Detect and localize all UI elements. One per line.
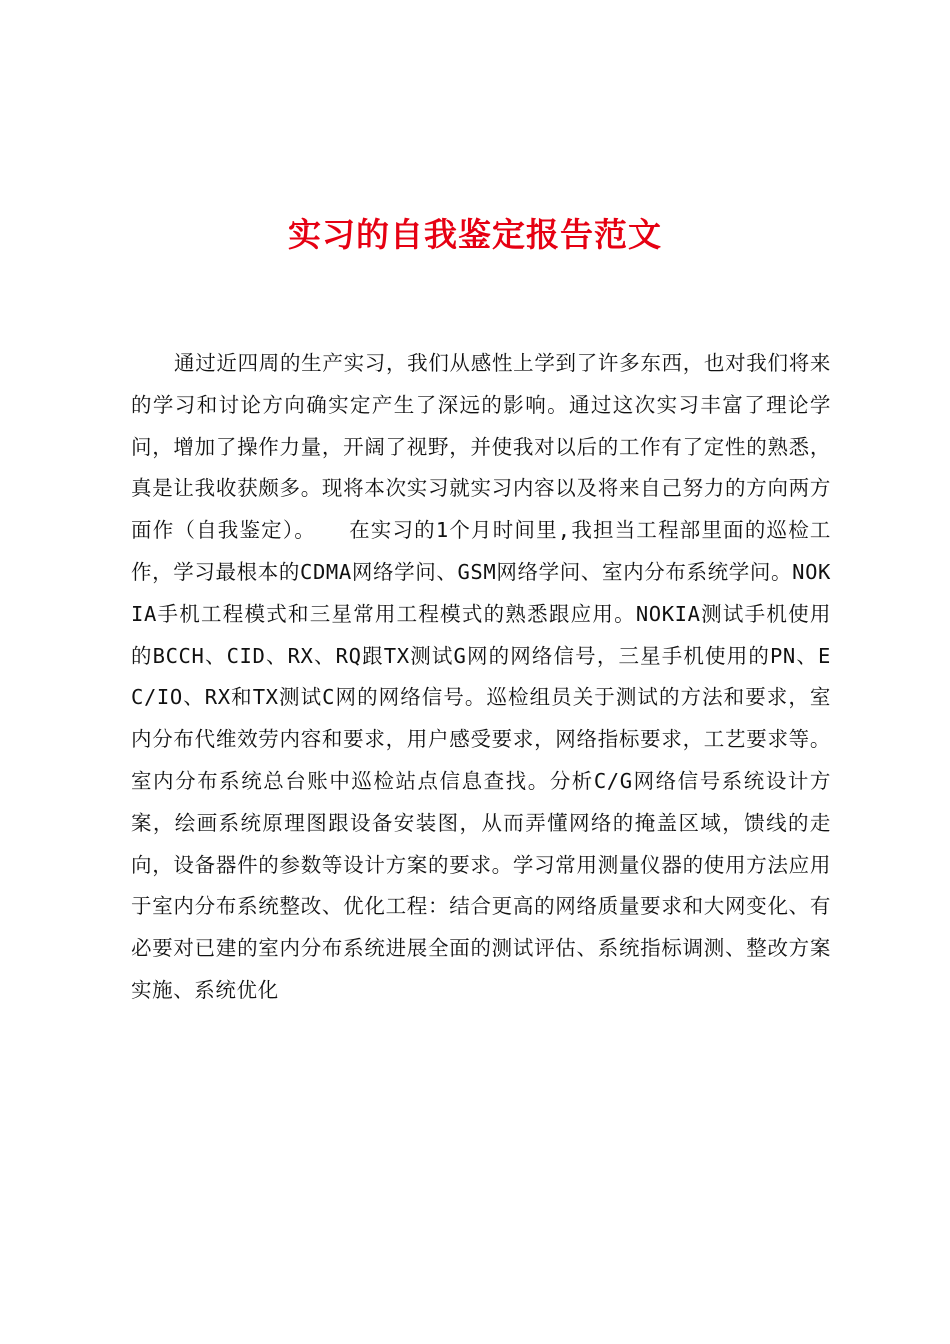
document-title: 实习的自我鉴定报告范文 (288, 215, 662, 254)
body-paragraph: 通过近四周的生产实习，我们从感性上学到了许多东西，也对我们将来的学习和讨论方向确实定产生了深远的影响。通过这次实习丰富了理论学问，增加了操作力量，开阔了视野，并使我对以后的工作有了定性的熟悉，真是让我收获颇多。现将本次实习就实习内容以及将来自己努力的方向两方面作（自我鉴定）。 在实习的1个月时间里,我担当工程部里面的巡检工作，学习最根本的CDMA网络学问、GSM网络学问、室内分布系统学问。NOKIA手机工程模式和三星常用工程模式的熟悉跟应用。NOKIA测试手机使用的BCCH、CID、RX、RQ跟TX测试G网的网络信号，三星手机使用的PN、EC/IO、RX和TX测试C网的网络信号。巡检组员关于测试的方法和要求，室内分布代维效劳内容和要求，用户感受要求，网络指标要求，工艺要求等。室内分布系统总台账中巡检站点信息查找。分析C/G网络信号系统设计方案，绘画系统原理图跟设备安装图，从而弄懂网络的掩盖区域，馈线的走向，设备器件的参数等设计方案的要求。学习常用测量仪器的使用方法应用于室内分布系统整改、优化工程：结合更高的网络质量要求和大网变化、有必要对已建的室内分布系统进展全面的测试评估、系统指标调测、整改方案实施、系统优化 (131, 351, 831, 1002)
